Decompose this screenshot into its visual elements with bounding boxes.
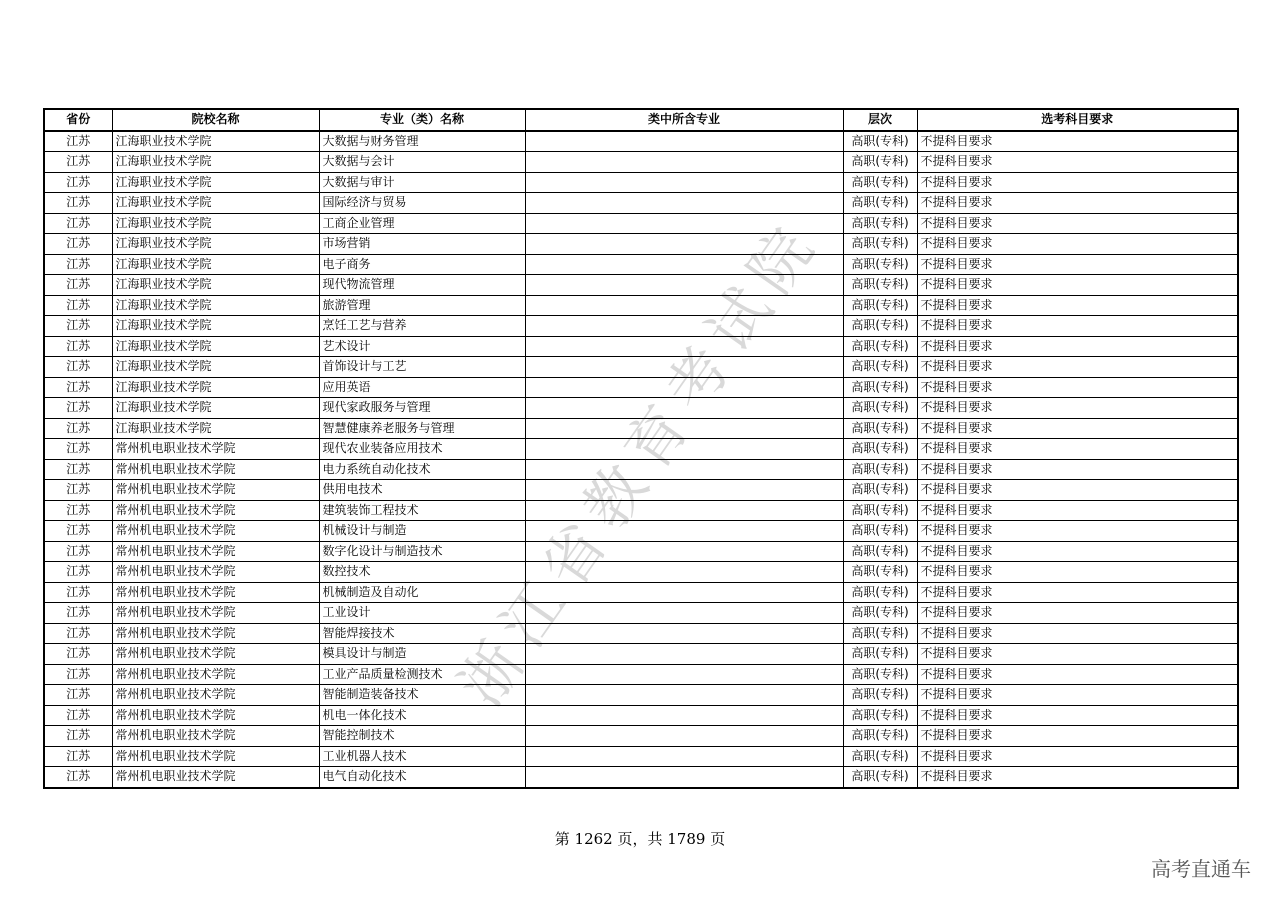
cell-subject-requirement: 不提科目要求 <box>917 582 1238 603</box>
table-row <box>44 439 1238 460</box>
table-row <box>44 295 1238 316</box>
cell-subject-requirement: 不提科目要求 <box>917 131 1238 152</box>
cell-level: 高职(专科) <box>843 480 917 501</box>
table-row <box>44 767 1238 788</box>
cell-included-majors <box>525 767 843 788</box>
header-included-majors: 类中所含专业 <box>525 109 843 131</box>
cell-major: 烹饪工艺与营养 <box>319 316 525 337</box>
cell-school: 江海职业技术学院 <box>112 418 319 439</box>
cell-subject-requirement: 不提科目要求 <box>917 316 1238 337</box>
cell-included-majors <box>525 131 843 152</box>
cell-level: 高职(专科) <box>843 234 917 255</box>
cell-included-majors <box>525 275 843 296</box>
cell-included-majors <box>525 582 843 603</box>
cell-level: 高职(专科) <box>843 336 917 357</box>
cell-included-majors <box>525 746 843 767</box>
header-school: 院校名称 <box>112 109 319 131</box>
cell-province: 江苏 <box>44 295 112 316</box>
table-row <box>44 398 1238 419</box>
cell-level: 高职(专科) <box>843 562 917 583</box>
cell-major: 工业产品质量检测技术 <box>319 664 525 685</box>
cell-school: 常州机电职业技术学院 <box>112 480 319 501</box>
header-level: 层次 <box>843 109 917 131</box>
cell-included-majors <box>525 562 843 583</box>
table-row <box>44 377 1238 398</box>
cell-major: 大数据与会计 <box>319 152 525 173</box>
cell-school: 江海职业技术学院 <box>112 152 319 173</box>
cell-school: 常州机电职业技术学院 <box>112 623 319 644</box>
table-row <box>44 726 1238 747</box>
cell-subject-requirement: 不提科目要求 <box>917 398 1238 419</box>
cell-included-majors <box>525 418 843 439</box>
table-row <box>44 582 1238 603</box>
cell-province: 江苏 <box>44 336 112 357</box>
cell-province: 江苏 <box>44 439 112 460</box>
cell-level: 高职(专科) <box>843 172 917 193</box>
cell-major: 电力系统自动化技术 <box>319 459 525 480</box>
cell-included-majors <box>525 644 843 665</box>
cell-included-majors <box>525 377 843 398</box>
cell-school: 常州机电职业技术学院 <box>112 500 319 521</box>
cell-major: 应用英语 <box>319 377 525 398</box>
cell-province: 江苏 <box>44 746 112 767</box>
header-province: 省份 <box>44 109 112 131</box>
cell-subject-requirement: 不提科目要求 <box>917 521 1238 542</box>
cell-major: 工商企业管理 <box>319 213 525 234</box>
cell-major: 大数据与财务管理 <box>319 131 525 152</box>
cell-subject-requirement: 不提科目要求 <box>917 623 1238 644</box>
table-header-row <box>44 109 1238 131</box>
cell-major: 大数据与审计 <box>319 172 525 193</box>
cell-province: 江苏 <box>44 705 112 726</box>
cell-subject-requirement: 不提科目要求 <box>917 685 1238 706</box>
table-row <box>44 336 1238 357</box>
cell-major: 电子商务 <box>319 254 525 275</box>
cell-level: 高职(专科) <box>843 193 917 214</box>
cell-province: 江苏 <box>44 726 112 747</box>
cell-level: 高职(专科) <box>843 213 917 234</box>
cell-school: 江海职业技术学院 <box>112 234 319 255</box>
cell-included-majors <box>525 726 843 747</box>
table-row <box>44 541 1238 562</box>
cell-included-majors <box>525 480 843 501</box>
cell-subject-requirement: 不提科目要求 <box>917 254 1238 275</box>
cell-level: 高职(专科) <box>843 521 917 542</box>
cell-school: 江海职业技术学院 <box>112 295 319 316</box>
majors-table <box>43 108 1239 789</box>
cell-included-majors <box>525 664 843 685</box>
cell-included-majors <box>525 254 843 275</box>
cell-subject-requirement: 不提科目要求 <box>917 644 1238 665</box>
cell-included-majors <box>525 705 843 726</box>
cell-included-majors <box>525 152 843 173</box>
cell-school: 江海职业技术学院 <box>112 398 319 419</box>
cell-major: 艺术设计 <box>319 336 525 357</box>
cell-province: 江苏 <box>44 582 112 603</box>
cell-school: 常州机电职业技术学院 <box>112 521 319 542</box>
cell-major: 机械设计与制造 <box>319 521 525 542</box>
cell-major: 旅游管理 <box>319 295 525 316</box>
cell-province: 江苏 <box>44 152 112 173</box>
cell-school: 江海职业技术学院 <box>112 357 319 378</box>
cell-school: 江海职业技术学院 <box>112 213 319 234</box>
cell-school: 江海职业技术学院 <box>112 377 319 398</box>
table-row <box>44 562 1238 583</box>
cell-level: 高职(专科) <box>843 644 917 665</box>
cell-school: 常州机电职业技术学院 <box>112 603 319 624</box>
cell-level: 高职(专科) <box>843 418 917 439</box>
cell-level: 高职(专科) <box>843 500 917 521</box>
cell-school: 常州机电职业技术学院 <box>112 767 319 788</box>
table-row <box>44 746 1238 767</box>
table-row <box>44 213 1238 234</box>
cell-subject-requirement: 不提科目要求 <box>917 541 1238 562</box>
cell-school: 常州机电职业技术学院 <box>112 664 319 685</box>
cell-school: 江海职业技术学院 <box>112 172 319 193</box>
cell-level: 高职(专科) <box>843 275 917 296</box>
cell-major: 电气自动化技术 <box>319 767 525 788</box>
cell-included-majors <box>525 459 843 480</box>
table-body <box>44 131 1238 788</box>
cell-subject-requirement: 不提科目要求 <box>917 377 1238 398</box>
cell-province: 江苏 <box>44 685 112 706</box>
cell-level: 高职(专科) <box>843 316 917 337</box>
cell-province: 江苏 <box>44 664 112 685</box>
table-row <box>44 131 1238 152</box>
cell-included-majors <box>525 234 843 255</box>
table-row <box>44 459 1238 480</box>
table-row <box>44 705 1238 726</box>
cell-subject-requirement: 不提科目要求 <box>917 480 1238 501</box>
cell-province: 江苏 <box>44 254 112 275</box>
cell-province: 江苏 <box>44 541 112 562</box>
cell-level: 高职(专科) <box>843 377 917 398</box>
cell-level: 高职(专科) <box>843 439 917 460</box>
cell-major: 数控技术 <box>319 562 525 583</box>
cell-school: 江海职业技术学院 <box>112 131 319 152</box>
cell-included-majors <box>525 685 843 706</box>
cell-included-majors <box>525 193 843 214</box>
cell-province: 江苏 <box>44 357 112 378</box>
cell-level: 高职(专科) <box>843 767 917 788</box>
cell-subject-requirement: 不提科目要求 <box>917 336 1238 357</box>
cell-school: 常州机电职业技术学院 <box>112 439 319 460</box>
cell-subject-requirement: 不提科目要求 <box>917 213 1238 234</box>
cell-major: 现代家政服务与管理 <box>319 398 525 419</box>
cell-major: 国际经济与贸易 <box>319 193 525 214</box>
cell-major: 智能制造装备技术 <box>319 685 525 706</box>
cell-subject-requirement: 不提科目要求 <box>917 500 1238 521</box>
cell-major: 建筑装饰工程技术 <box>319 500 525 521</box>
cell-included-majors <box>525 316 843 337</box>
cell-subject-requirement: 不提科目要求 <box>917 152 1238 173</box>
cell-major: 模具设计与制造 <box>319 644 525 665</box>
page-number: 第 1262 页，共 1789 页 <box>554 830 726 848</box>
cell-subject-requirement: 不提科目要求 <box>917 234 1238 255</box>
cell-subject-requirement: 不提科目要求 <box>917 357 1238 378</box>
table-row <box>44 418 1238 439</box>
cell-major: 现代物流管理 <box>319 275 525 296</box>
table-row <box>44 521 1238 542</box>
cell-province: 江苏 <box>44 603 112 624</box>
cell-province: 江苏 <box>44 193 112 214</box>
cell-province: 江苏 <box>44 562 112 583</box>
cell-subject-requirement: 不提科目要求 <box>917 767 1238 788</box>
cell-included-majors <box>525 603 843 624</box>
cell-included-majors <box>525 295 843 316</box>
cell-school: 江海职业技术学院 <box>112 275 319 296</box>
header-major: 专业（类）名称 <box>319 109 525 131</box>
cell-major: 智能控制技术 <box>319 726 525 747</box>
cell-major: 供用电技术 <box>319 480 525 501</box>
table-row <box>44 500 1238 521</box>
cell-province: 江苏 <box>44 213 112 234</box>
cell-included-majors <box>525 336 843 357</box>
cell-level: 高职(专科) <box>843 603 917 624</box>
table-row <box>44 152 1238 173</box>
cell-subject-requirement: 不提科目要求 <box>917 562 1238 583</box>
cell-subject-requirement: 不提科目要求 <box>917 275 1238 296</box>
cell-included-majors <box>525 357 843 378</box>
table-row <box>44 275 1238 296</box>
table-row <box>44 603 1238 624</box>
table-row <box>44 685 1238 706</box>
cell-subject-requirement: 不提科目要求 <box>917 705 1238 726</box>
cell-school: 常州机电职业技术学院 <box>112 562 319 583</box>
cell-major: 首饰设计与工艺 <box>319 357 525 378</box>
cell-level: 高职(专科) <box>843 254 917 275</box>
cell-subject-requirement: 不提科目要求 <box>917 726 1238 747</box>
table-row <box>44 254 1238 275</box>
cell-subject-requirement: 不提科目要求 <box>917 459 1238 480</box>
cell-school: 江海职业技术学院 <box>112 254 319 275</box>
cell-level: 高职(专科) <box>843 131 917 152</box>
cell-province: 江苏 <box>44 234 112 255</box>
cell-included-majors <box>525 521 843 542</box>
cell-province: 江苏 <box>44 377 112 398</box>
cell-province: 江苏 <box>44 275 112 296</box>
cell-subject-requirement: 不提科目要求 <box>917 603 1238 624</box>
cell-province: 江苏 <box>44 398 112 419</box>
cell-level: 高职(专科) <box>843 582 917 603</box>
cell-subject-requirement: 不提科目要求 <box>917 664 1238 685</box>
cell-major: 智慧健康养老服务与管理 <box>319 418 525 439</box>
cell-school: 常州机电职业技术学院 <box>112 644 319 665</box>
cell-level: 高职(专科) <box>843 705 917 726</box>
cell-level: 高职(专科) <box>843 152 917 173</box>
cell-major: 智能焊接技术 <box>319 623 525 644</box>
table-row <box>44 664 1238 685</box>
cell-subject-requirement: 不提科目要求 <box>917 746 1238 767</box>
brand-logo-text: 高考直通车 <box>1151 857 1251 881</box>
cell-province: 江苏 <box>44 131 112 152</box>
table-row <box>44 172 1238 193</box>
cell-province: 江苏 <box>44 316 112 337</box>
cell-province: 江苏 <box>44 623 112 644</box>
cell-level: 高职(专科) <box>843 459 917 480</box>
cell-included-majors <box>525 213 843 234</box>
cell-subject-requirement: 不提科目要求 <box>917 193 1238 214</box>
header-subject-requirement: 选考科目要求 <box>917 109 1238 131</box>
cell-included-majors <box>525 172 843 193</box>
cell-province: 江苏 <box>44 500 112 521</box>
cell-included-majors <box>525 500 843 521</box>
cell-province: 江苏 <box>44 767 112 788</box>
cell-subject-requirement: 不提科目要求 <box>917 418 1238 439</box>
cell-province: 江苏 <box>44 480 112 501</box>
cell-province: 江苏 <box>44 644 112 665</box>
cell-level: 高职(专科) <box>843 623 917 644</box>
cell-major: 数字化设计与制造技术 <box>319 541 525 562</box>
cell-school: 常州机电职业技术学院 <box>112 705 319 726</box>
cell-major: 现代农业装备应用技术 <box>319 439 525 460</box>
cell-major: 机械制造及自动化 <box>319 582 525 603</box>
cell-subject-requirement: 不提科目要求 <box>917 295 1238 316</box>
table-row <box>44 357 1238 378</box>
cell-major: 市场营销 <box>319 234 525 255</box>
cell-included-majors <box>525 439 843 460</box>
table-row <box>44 644 1238 665</box>
cell-school: 常州机电职业技术学院 <box>112 541 319 562</box>
cell-subject-requirement: 不提科目要求 <box>917 439 1238 460</box>
cell-major: 机电一体化技术 <box>319 705 525 726</box>
table-row <box>44 316 1238 337</box>
cell-school: 江海职业技术学院 <box>112 336 319 357</box>
cell-major: 工业机器人技术 <box>319 746 525 767</box>
cell-level: 高职(专科) <box>843 295 917 316</box>
cell-province: 江苏 <box>44 521 112 542</box>
cell-major: 工业设计 <box>319 603 525 624</box>
cell-school: 江海职业技术学院 <box>112 316 319 337</box>
cell-level: 高职(专科) <box>843 664 917 685</box>
cell-province: 江苏 <box>44 459 112 480</box>
cell-school: 常州机电职业技术学院 <box>112 726 319 747</box>
cell-province: 江苏 <box>44 418 112 439</box>
cell-school: 常州机电职业技术学院 <box>112 685 319 706</box>
cell-subject-requirement: 不提科目要求 <box>917 172 1238 193</box>
cell-province: 江苏 <box>44 172 112 193</box>
watermark: 浙江省教育考试院 <box>446 206 834 719</box>
cell-level: 高职(专科) <box>843 685 917 706</box>
cell-level: 高职(专科) <box>843 357 917 378</box>
table-row <box>44 623 1238 644</box>
cell-included-majors <box>525 623 843 644</box>
cell-school: 常州机电职业技术学院 <box>112 746 319 767</box>
cell-level: 高职(专科) <box>843 541 917 562</box>
cell-level: 高职(专科) <box>843 746 917 767</box>
cell-included-majors <box>525 541 843 562</box>
table-row <box>44 234 1238 255</box>
cell-level: 高职(专科) <box>843 726 917 747</box>
cell-level: 高职(专科) <box>843 398 917 419</box>
cell-included-majors <box>525 398 843 419</box>
table-row <box>44 480 1238 501</box>
table-row <box>44 193 1238 214</box>
cell-school: 常州机电职业技术学院 <box>112 582 319 603</box>
cell-school: 江海职业技术学院 <box>112 193 319 214</box>
cell-school: 常州机电职业技术学院 <box>112 459 319 480</box>
